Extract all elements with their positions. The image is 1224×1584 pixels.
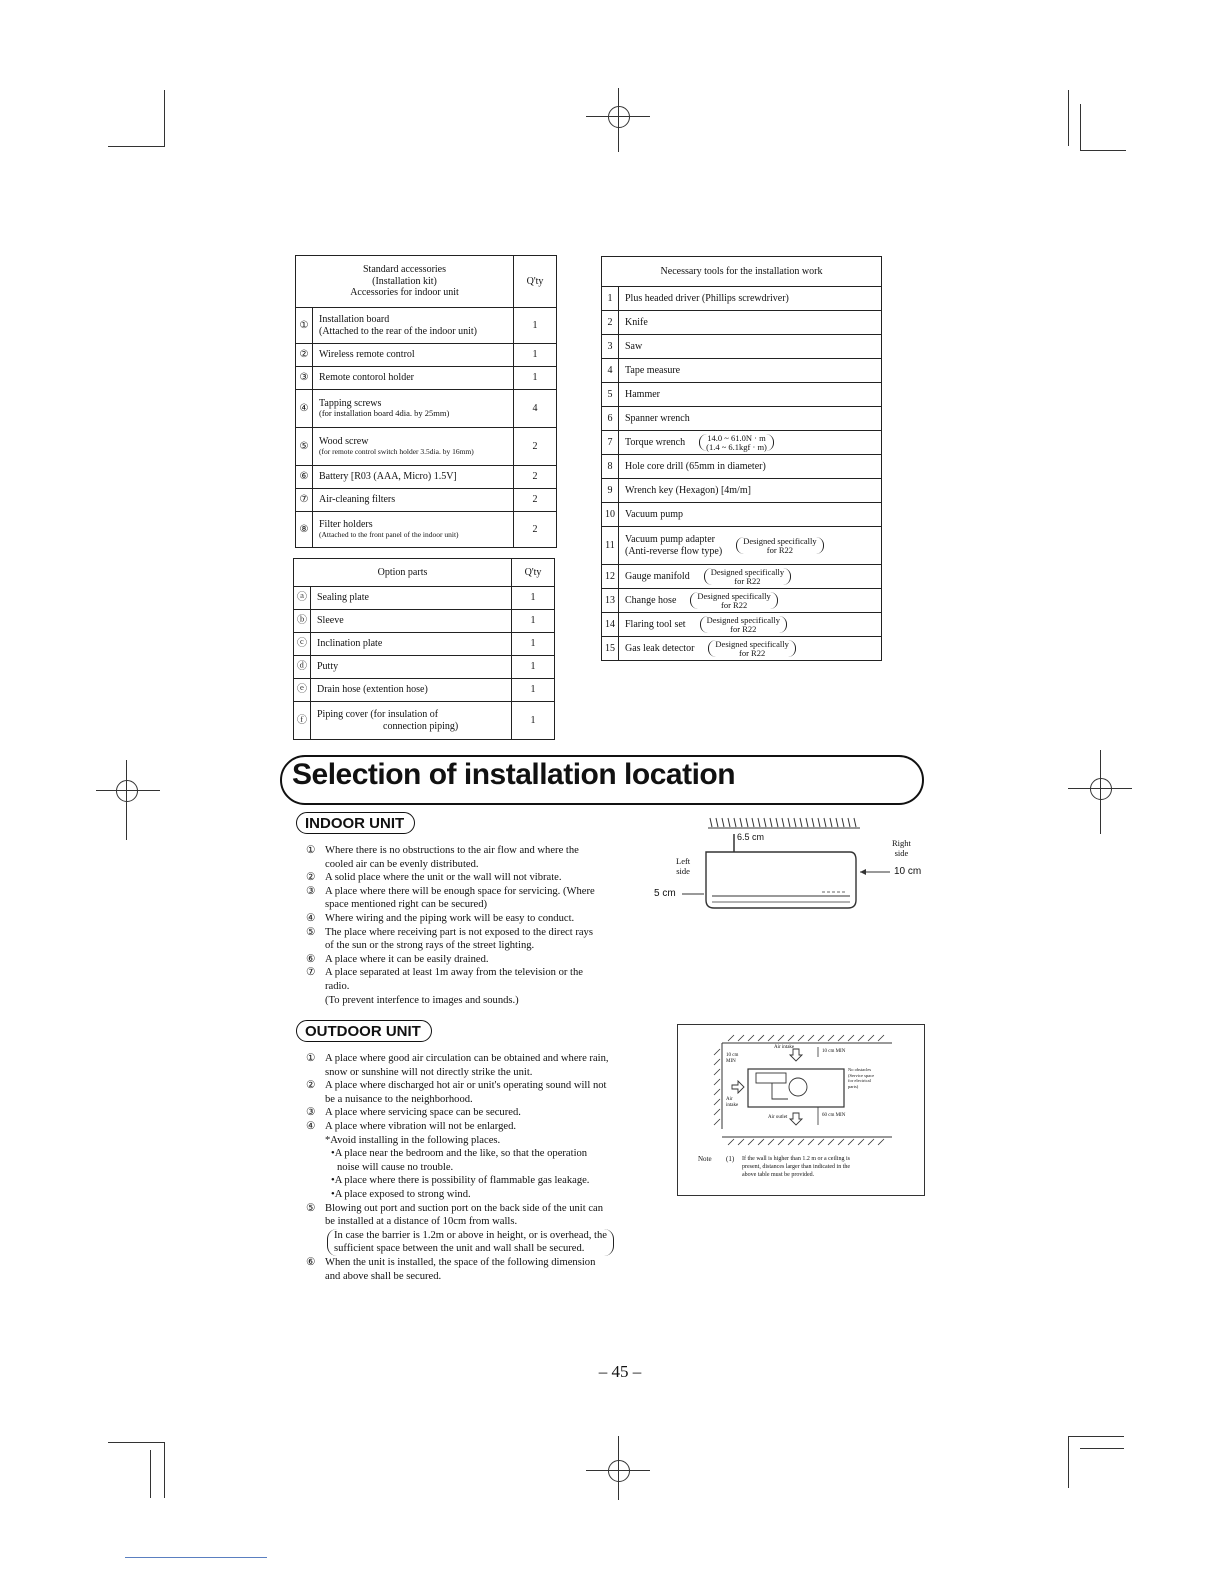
list-item xyxy=(306,1256,656,1283)
item-marker: ④ xyxy=(306,1120,316,1132)
no-obstacles-text: No obstacles xyxy=(848,1067,872,1072)
item-marker: ② xyxy=(306,1080,316,1092)
item-note xyxy=(308,1229,656,1256)
item-qty: 1 xyxy=(514,367,557,390)
crop-mark-bottom-left xyxy=(108,1440,168,1500)
list-item xyxy=(306,1079,656,1106)
table-row xyxy=(602,565,882,589)
crop-mark-top-right xyxy=(1068,90,1128,152)
item-number: ⓐ xyxy=(294,587,311,610)
tool-name: Tape measure xyxy=(619,359,882,383)
item-marker: ① xyxy=(306,1053,316,1064)
item-name: Wood screw xyxy=(319,436,369,448)
table-row xyxy=(296,428,557,466)
note-line: present, distances larger than indicated in the xyxy=(742,1164,851,1170)
table-row xyxy=(602,287,882,311)
tool-spec-line: for R22 xyxy=(720,599,748,610)
tool-spec-line: (1.4 ~ 6.1kgf · m) xyxy=(706,441,767,452)
item-line: A solid place where the unit or the wall will not vibrate. xyxy=(325,872,562,884)
item-qty: 1 xyxy=(514,308,557,344)
side-air-intake-text: Air xyxy=(726,1097,733,1102)
table-row xyxy=(602,589,882,613)
tool-name: Flaring tool set xyxy=(625,618,686,630)
no-obstacles-text: (Service space xyxy=(848,1072,875,1078)
accessories-title-2: (Installation kit) xyxy=(372,275,437,287)
item-name-continued: connection piping) xyxy=(383,720,459,732)
tool-spec-note xyxy=(708,640,795,658)
tool-name: Hole core drill (65mm in diameter) xyxy=(619,455,882,479)
tool-spec-note xyxy=(690,592,777,610)
table-row xyxy=(602,613,882,637)
tool-number: 12 xyxy=(602,565,619,589)
item-qty: 2 xyxy=(514,466,557,489)
item-marker: ③ xyxy=(306,885,316,897)
item-line: A place where good air circulation can be obtained and where rain, xyxy=(325,1053,609,1064)
tool-name: Spanner wrench xyxy=(619,407,882,431)
no-obstacles-label xyxy=(848,1067,874,1089)
left-side-text: side xyxy=(676,866,690,876)
item-name: Sealing plate xyxy=(311,587,512,610)
item-number: ⓕ xyxy=(294,702,311,740)
page-number: – 45 – xyxy=(598,1362,642,1381)
item-line: space mentioned right can be secured) xyxy=(325,899,488,911)
tool-name: Vacuum pump xyxy=(619,503,882,527)
item-line: of the sun or the strong rays of the street lighting. xyxy=(325,940,535,952)
tool-spec-line: 14.0 ~ 61.0N · m xyxy=(707,432,766,443)
item-marker: ② xyxy=(306,872,316,884)
right-side-label xyxy=(892,838,911,858)
avoid-item: •A place where there is possibility of flammable gas leakage. xyxy=(331,1175,590,1187)
item-name: Tapping screws xyxy=(319,397,382,409)
item-line: The place where receiving part is not exposed to the direct rays xyxy=(325,926,593,938)
table-row xyxy=(602,359,882,383)
tool-number: 14 xyxy=(602,613,619,637)
tool-number: 1 xyxy=(602,287,619,311)
right-side-text: side xyxy=(894,848,909,858)
list-item xyxy=(306,926,646,953)
note-label: Note xyxy=(698,1155,712,1163)
list-item xyxy=(306,1052,656,1079)
item-line: Where there is no obstructions to the air flow and where the xyxy=(325,845,579,856)
tool-number: 8 xyxy=(602,455,619,479)
item-number: ② xyxy=(296,344,313,367)
table-row xyxy=(294,633,555,656)
item-line: cooled air can be evenly distributed. xyxy=(325,858,479,870)
item-line: and above shall be secured. xyxy=(325,1270,442,1282)
tool-number: 2 xyxy=(602,311,619,335)
top-min-label: 10 cm MIN xyxy=(822,1049,846,1054)
item-number: ⑥ xyxy=(296,466,313,489)
table-row xyxy=(294,610,555,633)
item-qty: 1 xyxy=(512,702,555,740)
tool-spec-note xyxy=(699,434,774,452)
air-outlet-label: Air outlet xyxy=(768,1115,788,1120)
outdoor-unit-heading: OUTDOOR UNIT xyxy=(296,1020,432,1042)
registration-mark-bottom xyxy=(586,1436,650,1500)
item-number: ③ xyxy=(296,367,313,390)
tool-number: 5 xyxy=(602,383,619,407)
tool-spec-line: for R22 xyxy=(766,544,793,555)
no-obstacles-text: for electrical xyxy=(848,1078,871,1083)
table-row xyxy=(294,656,555,679)
avoid-item: •A place exposed to strong wind. xyxy=(331,1188,471,1200)
table-row xyxy=(602,311,882,335)
accessories-header xyxy=(296,256,514,308)
note-text xyxy=(742,1155,850,1179)
item-line: A place where there will be enough space for servicing. (Where xyxy=(325,885,595,897)
item-number: ⑦ xyxy=(296,489,313,512)
tool-spec-line: Designed specifically xyxy=(743,535,817,546)
front-min-label: 60 cm MIN xyxy=(822,1113,846,1118)
item-line: A place where vibration will not be enlarged. xyxy=(325,1120,517,1132)
tool-number: 10 xyxy=(602,503,619,527)
indoor-unit-heading: INDOOR UNIT xyxy=(296,812,415,834)
item-name: Sleeve xyxy=(311,610,512,633)
tool-number: 9 xyxy=(602,479,619,503)
accessories-qty-header: Q'ty xyxy=(514,256,557,308)
item-marker: ⑤ xyxy=(306,1202,316,1214)
item-line: snow or sunshine will not directly strike the unit. xyxy=(325,1066,533,1078)
item-line: (To prevent interfence to images and sounds.) xyxy=(325,994,519,1006)
item-marker: ⑦ xyxy=(306,967,316,979)
item-name: Battery [R03 (AAA, Micro) 1.5V] xyxy=(313,466,514,489)
table-row xyxy=(296,466,557,489)
item-line: be a nuisance to the neighborhood. xyxy=(325,1093,473,1105)
item-line: A place where servicing space can be secured. xyxy=(325,1107,521,1119)
item-name: Air-cleaning filters xyxy=(313,489,514,512)
item-detail: (Attached to the rear of the indoor unit) xyxy=(319,325,477,337)
item-line: be installed at a distance of 10cm from walls. xyxy=(325,1216,518,1228)
item-name: Drain hose (extention hose) xyxy=(311,679,512,702)
bottom-rule xyxy=(125,1557,267,1558)
item-number: ⓔ xyxy=(294,679,311,702)
list-item xyxy=(306,871,646,885)
side-air-intake-label xyxy=(726,1097,738,1109)
tool-number: 11 xyxy=(602,527,619,565)
outdoor-unit-list xyxy=(306,1052,656,1283)
standard-accessories-table xyxy=(295,255,557,548)
side-air-intake-text: intake xyxy=(726,1103,739,1108)
tool-spec-line: Designed specifically xyxy=(715,638,789,649)
item-detail: (for remote control switch holder 3.5dia. by 16mm) xyxy=(319,446,474,456)
item-number: ⓒ xyxy=(294,633,311,656)
item-qty: 1 xyxy=(512,633,555,656)
accessories-title-3: Accessories for indoor unit xyxy=(350,287,459,299)
tool-spec-line: for R22 xyxy=(734,575,761,586)
item-name: Wireless remote control xyxy=(313,344,514,367)
list-item xyxy=(306,1202,656,1229)
tool-name: Wrench key (Hexagon) [4m/m] xyxy=(619,479,882,503)
tool-spec-line: Designed specifically xyxy=(710,566,785,577)
item-line: A place where it can be easily drained. xyxy=(325,953,489,965)
item-qty: 2 xyxy=(514,428,557,466)
item-number: ④ xyxy=(296,390,313,428)
tool-name: Vacuum pump adapter xyxy=(625,534,715,545)
left-min-label xyxy=(726,1053,738,1065)
item-name: Putty xyxy=(311,656,512,679)
tool-name: Hammer xyxy=(619,383,882,407)
section-title: Selection of installation location xyxy=(292,758,736,791)
table-row xyxy=(294,679,555,702)
tool-name: Change hose xyxy=(625,594,677,606)
table-row xyxy=(602,503,882,527)
item-marker: ⑥ xyxy=(306,953,316,965)
table-row xyxy=(296,390,557,428)
avoid-heading: *Avoid installing in the following places. xyxy=(325,1134,501,1146)
registration-mark-left xyxy=(96,760,160,840)
table-row xyxy=(296,308,557,344)
tool-spec-line: Designed specifically xyxy=(706,614,780,625)
item-note-line: sufficient space between the unit and wall shall be secured. xyxy=(334,1243,585,1255)
tool-name: Torque wrench xyxy=(625,436,686,448)
tool-number: 4 xyxy=(602,359,619,383)
tool-spec-note xyxy=(736,537,823,555)
item-name: Filter holders xyxy=(319,519,373,531)
right-side-text: Right xyxy=(892,838,911,848)
list-item xyxy=(306,966,646,1007)
note-line: above table must be provided. xyxy=(742,1172,815,1178)
left-min-text: MIN xyxy=(726,1059,736,1064)
tool-number: 6 xyxy=(602,407,619,431)
item-qty: 1 xyxy=(512,587,555,610)
item-line: When the unit is installed, the space of the following dimension xyxy=(325,1256,596,1268)
table-row xyxy=(294,702,555,740)
table-row xyxy=(294,587,555,610)
tool-spec-line: Designed specifically xyxy=(697,590,771,601)
item-number: ⓓ xyxy=(294,656,311,679)
table-row xyxy=(296,344,557,367)
no-obstacles-text: parts) xyxy=(848,1083,859,1089)
option-qty-header: Q'ty xyxy=(512,559,555,587)
necessary-tools-table xyxy=(601,256,882,661)
item-name: Remote contorol holder xyxy=(313,367,514,390)
list-item xyxy=(306,844,646,871)
item-qty: 1 xyxy=(512,610,555,633)
table-row xyxy=(602,431,882,455)
tool-spec-line: for R22 xyxy=(730,623,757,634)
tool-name: Saw xyxy=(619,335,882,359)
indoor-unit-drawing xyxy=(650,812,930,922)
registration-mark-top xyxy=(586,88,650,152)
item-qty: 1 xyxy=(512,656,555,679)
item-qty: 2 xyxy=(514,489,557,512)
registration-mark-right xyxy=(1068,750,1132,834)
list-item xyxy=(306,1120,656,1134)
item-marker: ③ xyxy=(306,1107,316,1119)
item-note-line: In case the barrier is 1.2m or above in height, or is overhead, the xyxy=(334,1229,607,1241)
table-row xyxy=(602,335,882,359)
outdoor-clearance-diagram xyxy=(677,1024,925,1196)
tool-spec-note xyxy=(700,616,787,634)
table-row xyxy=(296,367,557,390)
tool-number: 15 xyxy=(602,637,619,661)
item-number: ⓑ xyxy=(294,610,311,633)
item-marker: ⑥ xyxy=(306,1256,316,1268)
item-name: Installation board xyxy=(319,314,390,325)
left-clearance-label: 5 cm xyxy=(654,888,676,899)
tool-name: Gauge manifold xyxy=(625,570,690,582)
item-qty: 1 xyxy=(512,679,555,702)
tool-spec-note xyxy=(704,568,791,586)
table-row xyxy=(602,527,882,565)
left-side-label xyxy=(676,856,690,876)
item-detail: (Attached to the front panel of the indoor unit) xyxy=(319,529,459,539)
option-parts-title: Option parts xyxy=(294,559,512,587)
item-number: ① xyxy=(296,308,313,344)
accessories-title-1: Standard accessories xyxy=(362,264,447,276)
avoid-item: •A place near the bedroom and the like, so that the operation xyxy=(331,1148,588,1160)
crop-mark-top-left xyxy=(108,90,168,150)
indoor-unit-list xyxy=(306,844,646,1007)
table-row xyxy=(602,383,882,407)
indoor-clearance-diagram xyxy=(650,812,930,922)
table-row xyxy=(602,455,882,479)
item-qty: 4 xyxy=(514,390,557,428)
list-item xyxy=(306,885,646,912)
list-item xyxy=(306,953,646,967)
tool-name: Gas leak detector xyxy=(625,642,695,654)
item-line: Blowing out port and suction port on the back side of the unit can xyxy=(325,1202,604,1214)
item-line: A place where discharged hot air or unit's operating sound will not xyxy=(325,1080,607,1092)
option-parts-table xyxy=(293,558,555,740)
table-row xyxy=(602,479,882,503)
table-row xyxy=(296,489,557,512)
tool-name: Plus headed driver (Phillips screwdriver) xyxy=(619,287,882,311)
table-row xyxy=(602,407,882,431)
left-min-text: 10 cm xyxy=(726,1053,739,1058)
list-item xyxy=(306,912,646,926)
item-name: Piping cover (for insulation of xyxy=(317,709,439,720)
item-qty: 2 xyxy=(514,512,557,548)
top-clearance-label: 6.5 cm xyxy=(737,832,765,842)
item-number: ⑤ xyxy=(296,428,313,466)
tool-number: 13 xyxy=(602,589,619,613)
tool-number: 3 xyxy=(602,335,619,359)
item-marker: ④ xyxy=(306,912,316,924)
item-number: ⑧ xyxy=(296,512,313,548)
air-intake-label: Air intake xyxy=(774,1045,795,1050)
tool-number: 7 xyxy=(602,431,619,455)
item-marker: ⑤ xyxy=(306,926,316,938)
tools-title: Necessary tools for the installation work xyxy=(602,257,882,287)
item-line: A place separated at least 1m away from the television or the xyxy=(325,967,583,979)
right-clearance-label: 10 cm xyxy=(894,866,922,877)
item-line: Where wiring and the piping work will be easy to conduct. xyxy=(325,912,575,924)
tool-name: Knife xyxy=(619,311,882,335)
tool-spec-line: for R22 xyxy=(739,647,766,658)
item-name: Inclination plate xyxy=(311,633,512,656)
list-item xyxy=(306,1106,656,1120)
table-row xyxy=(296,512,557,548)
note-line: If the wall is higher than 1.2 m or a ceiling is xyxy=(742,1156,850,1162)
crop-mark-bottom-right xyxy=(1066,1428,1126,1490)
item-detail: (for installation board 4dia. by 25mm) xyxy=(319,408,450,419)
table-row xyxy=(602,637,882,661)
left-side-text: Left xyxy=(676,856,691,866)
note-number: (1) xyxy=(726,1155,735,1163)
tool-name-continued: (Anti-reverse flow type) xyxy=(625,545,723,557)
item-marker: ① xyxy=(306,845,316,856)
item-line: radio. xyxy=(325,980,350,992)
item-qty: 1 xyxy=(514,344,557,367)
avoid-item: noise will cause no trouble. xyxy=(337,1161,454,1173)
